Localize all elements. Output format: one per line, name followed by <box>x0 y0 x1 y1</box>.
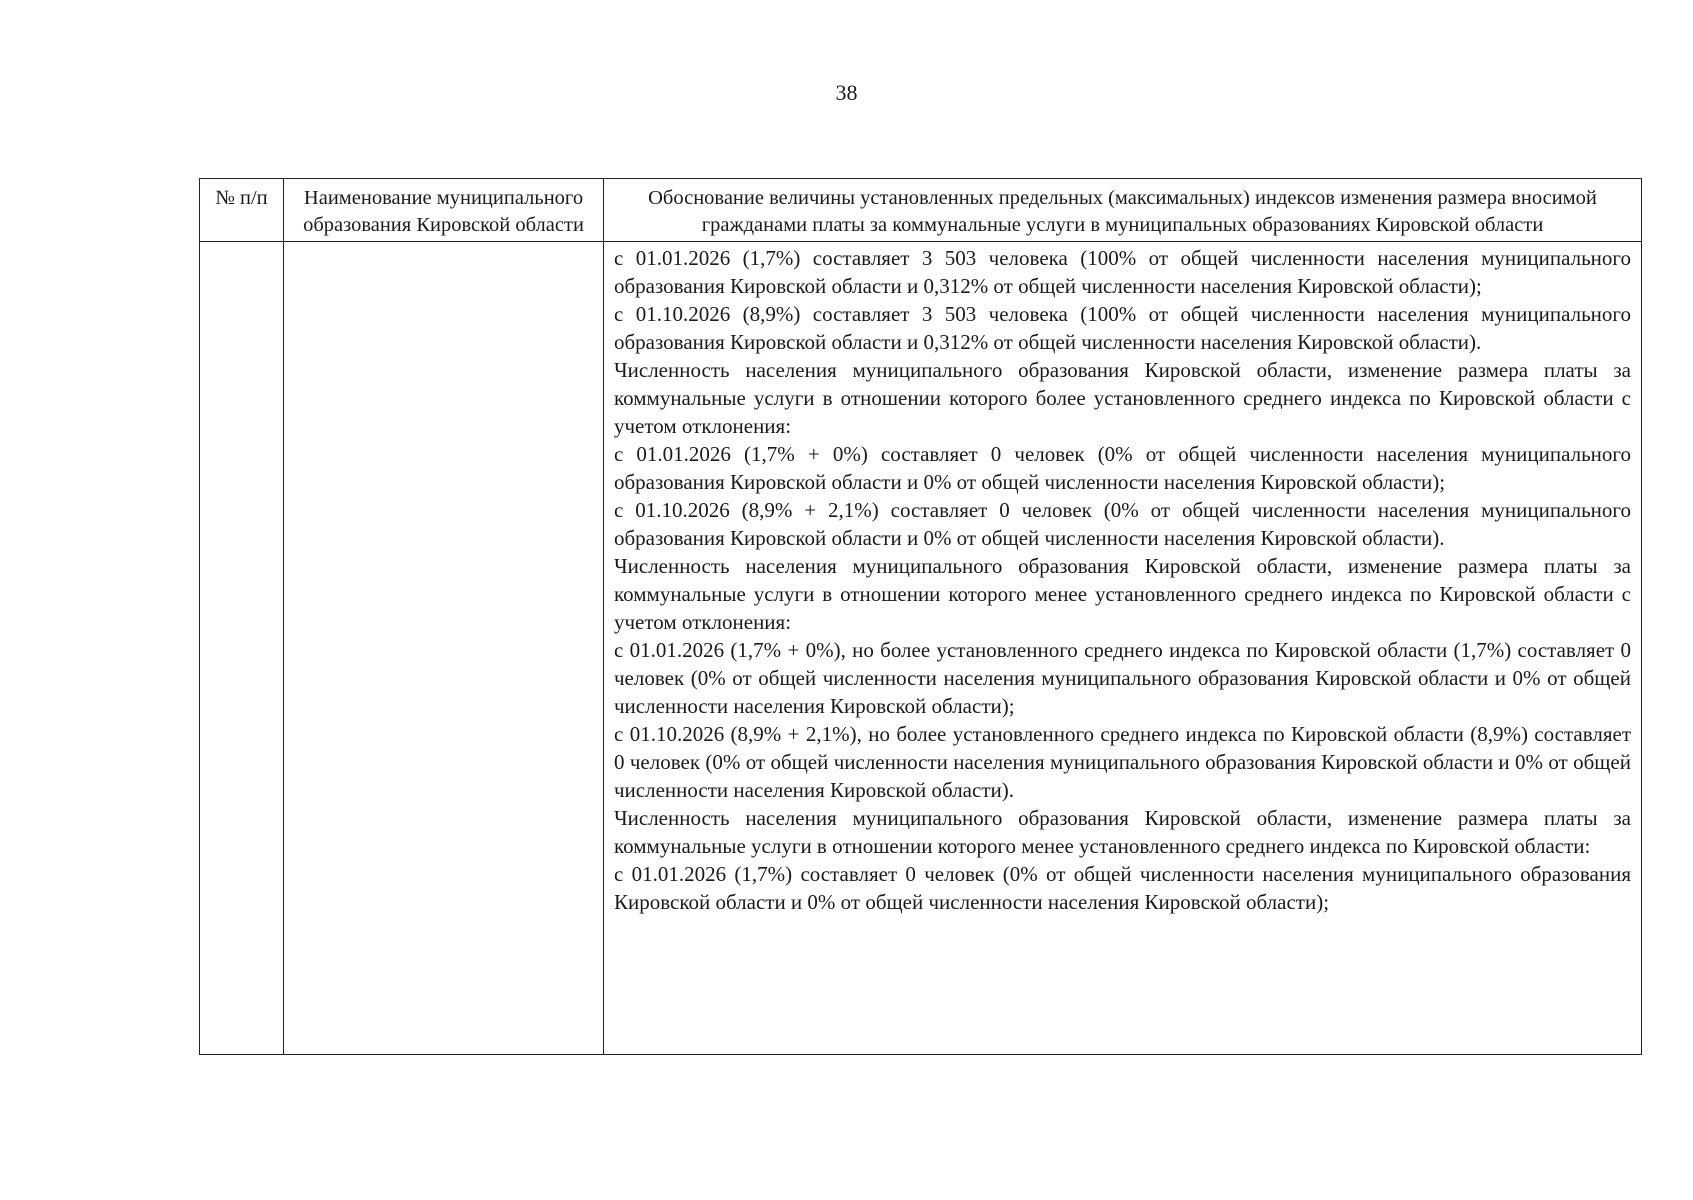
justification-paragraph: Численность населения муниципального образования Кировской области, изменение размера платы за коммунальные услуги в отношении которого более установленного среднего индекса по Кировской области с учетом отклонения: <box>614 358 1631 438</box>
cell-number <box>200 242 284 1055</box>
justification-paragraph: Численность населения муниципального образования Кировской области, изменение размера платы за коммунальные услуги в отношении которого менее установленного среднего индекса по Кировской области с учетом отклонения: <box>614 554 1631 634</box>
justification-paragraph: с 01.01.2026 (1,7%) составляет 0 человек (0% от общей численности населения муниципального образования Кировской области и 0% от общей численности населения Кировской области); <box>614 862 1631 914</box>
table-row <box>200 242 1642 1055</box>
justification-table <box>199 178 1642 1055</box>
header-municipality-name: Наименование муниципального образования Кировской области <box>284 179 604 242</box>
justification-paragraph: с 01.10.2026 (8,9% + 2,1%), но более установленного среднего индекса по Кировской области (8,9%) составляет 0 человек (0% от общей численности населения муниципального образования Кировской области и 0% от общей численности населения Кировской области). <box>614 722 1631 802</box>
justification-paragraph: Численность населения муниципального образования Кировской области, изменение размера платы за коммунальные услуги в отношении которого менее установленного среднего индекса по Кировской области: <box>614 806 1631 858</box>
page-number: 38 <box>835 80 858 105</box>
table-header-row <box>200 179 1642 242</box>
cell-justification <box>604 242 1642 1055</box>
cell-municipality-name <box>284 242 604 1055</box>
justification-paragraph: с 01.01.2026 (1,7% + 0%) составляет 0 человек (0% от общей численности населения муниципального образования Кировской области и 0% от общей численности населения Кировской области); <box>614 442 1631 494</box>
header-justification: Обоснование величины установленных предельных (максимальных) индексов изменения размера вносимой гражданами платы за коммунальные услуги в муниципальных образованиях Кировской области <box>604 179 1642 242</box>
justification-paragraph: с 01.01.2026 (1,7% + 0%), но более установленного среднего индекса по Кировской области (1,7%) составляет 0 человек (0% от общей численности населения муниципального образования Кировской области и 0% от общей численности населения Кировской области); <box>614 638 1631 718</box>
justification-paragraph: с 01.01.2026 (1,7%) составляет 3 503 человека (100% от общей численности населения муниципального образования Кировской области и 0,312% от общей численности населения Кировской области); <box>614 246 1631 298</box>
header-number: № п/п <box>200 179 284 242</box>
justification-paragraph: с 01.10.2026 (8,9% + 2,1%) составляет 0 человек (0% от общей численности населения муниципального образования Кировской области и 0% от общей численности населения Кировской области). <box>614 498 1631 550</box>
justification-paragraph: с 01.10.2026 (8,9%) составляет 3 503 человека (100% от общей численности населения муниципального образования Кировской области и 0,312% от общей численности населения Кировской области). <box>614 302 1631 354</box>
